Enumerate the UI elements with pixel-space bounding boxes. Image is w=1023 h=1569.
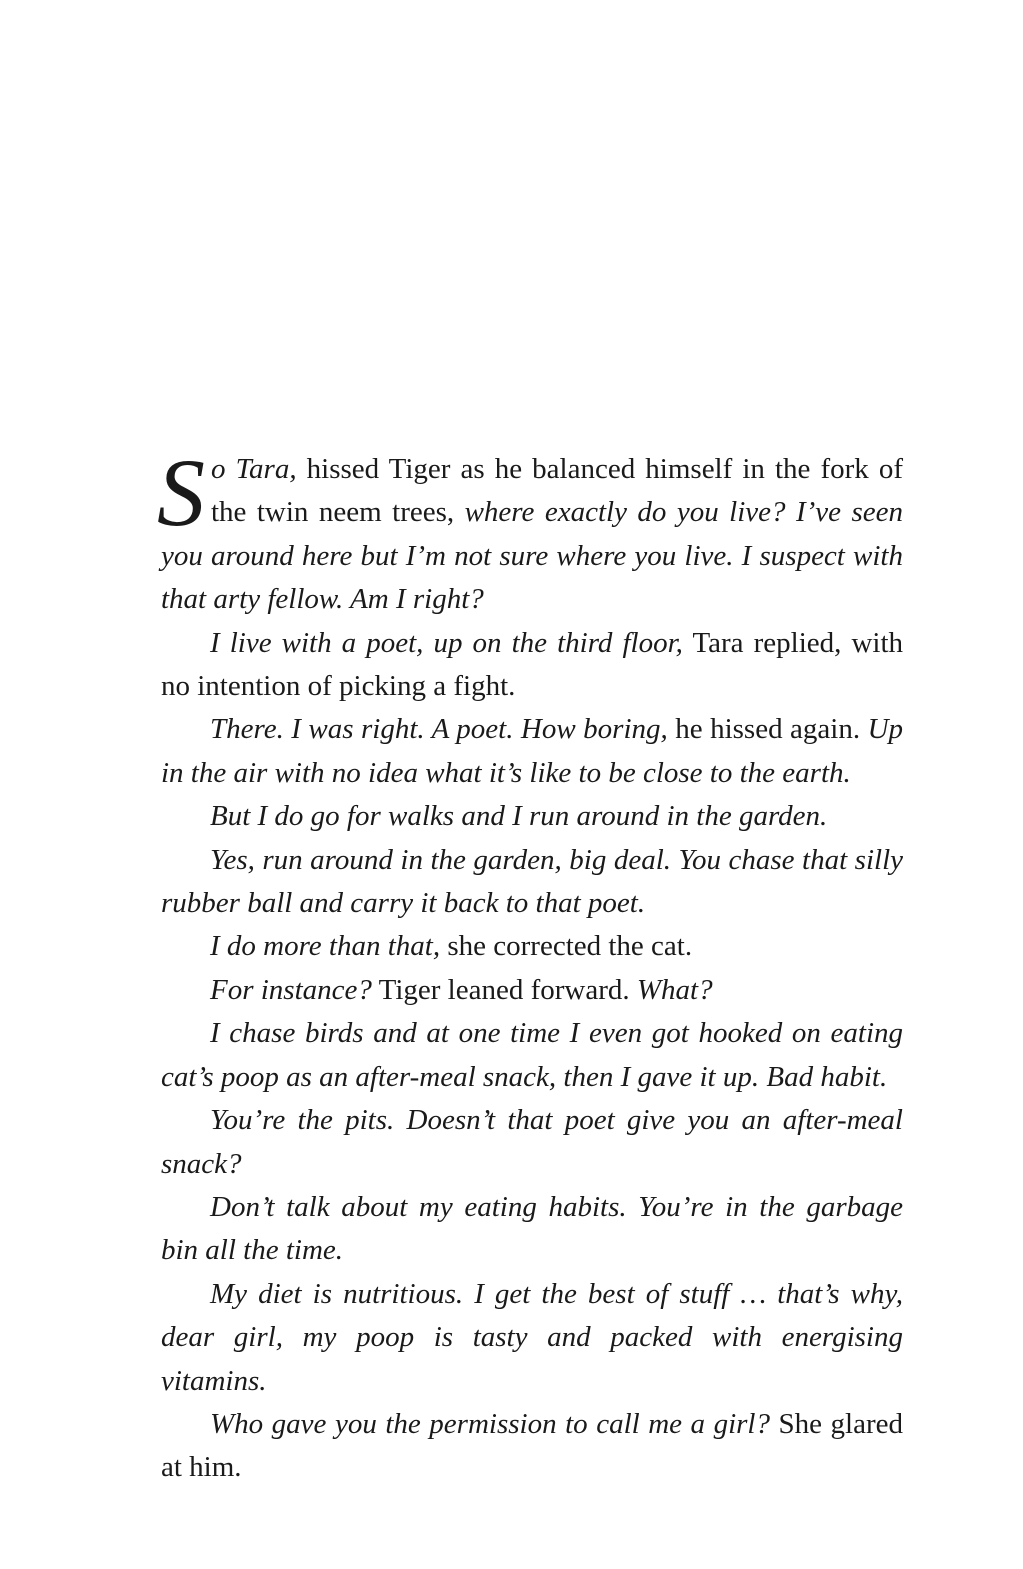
- italic-text-run: I live with a poet, up on the third floor,: [210, 626, 683, 659]
- text-run: Tiger leaned forward.: [371, 973, 637, 1006]
- italic-text-run: There. I was right. A poet. How boring,: [210, 713, 668, 746]
- italic-text-run: You’re the pits. Doesn’t that poet give you an after-meal snack?: [161, 1104, 903, 1180]
- paragraph: [161, 1273, 903, 1403]
- paragraph: [161, 1099, 903, 1186]
- italic-text-run: My diet is nutritious. I get the best of stuff … that’s why, dear girl, my poop is tasty and packed with energising vitamins.: [161, 1277, 903, 1397]
- text-run: he hissed again.: [667, 713, 868, 746]
- text-run: hissed Tiger as he balanced himself in the fork of the twin neem trees,: [211, 453, 903, 529]
- italic-text-run: Up in the air with no idea what it’s like to be close to the earth.: [161, 713, 904, 789]
- paragraph: [157, 439, 904, 622]
- italic-text-run: I chase birds and at one time I even got hooked on eating cat’s poop as an after-meal snack, then I gave it up. Bad habit.: [161, 1017, 903, 1093]
- italic-text-run: Yes, run around in the garden, big deal. You chase that silly rubber ball and carry it back to that poet.: [161, 843, 903, 920]
- page-body: [157, 439, 904, 1490]
- italic-text-run: Who gave you the permission to call me a girl?: [210, 1407, 770, 1440]
- paragraph: [161, 969, 903, 1012]
- paragraph: [161, 708, 903, 795]
- italic-text-run: But I do go for walks and I run around in the garden.: [210, 800, 828, 833]
- paragraph: [161, 925, 903, 968]
- paragraph: [161, 1403, 903, 1490]
- italic-text-run: For instance?: [210, 973, 372, 1006]
- paragraph: [161, 795, 903, 838]
- italic-text-run: I do more than that,: [210, 930, 441, 963]
- paragraph: [161, 1012, 903, 1099]
- paragraph: [161, 1186, 903, 1273]
- drop-cap: S: [157, 439, 205, 546]
- italic-text-run: What?: [636, 973, 713, 1006]
- text-run: Tara replied, with no intention of picking a fight.: [161, 626, 904, 703]
- text-run: she corrected the cat.: [440, 930, 693, 963]
- text-run: She glared at him.: [161, 1407, 903, 1484]
- paragraph: [161, 839, 903, 926]
- paragraph: [161, 622, 903, 709]
- italic-text-run: where exactly do you live? I’ve seen you around here but I’m not sure where you live. I suspect with that arty fellow. Am I right?: [161, 496, 904, 616]
- italic-text-run: Don’t talk about my eating habits. You’re in the garbage bin all the time.: [161, 1190, 903, 1267]
- italic-text-run: o Tara,: [211, 453, 297, 485]
